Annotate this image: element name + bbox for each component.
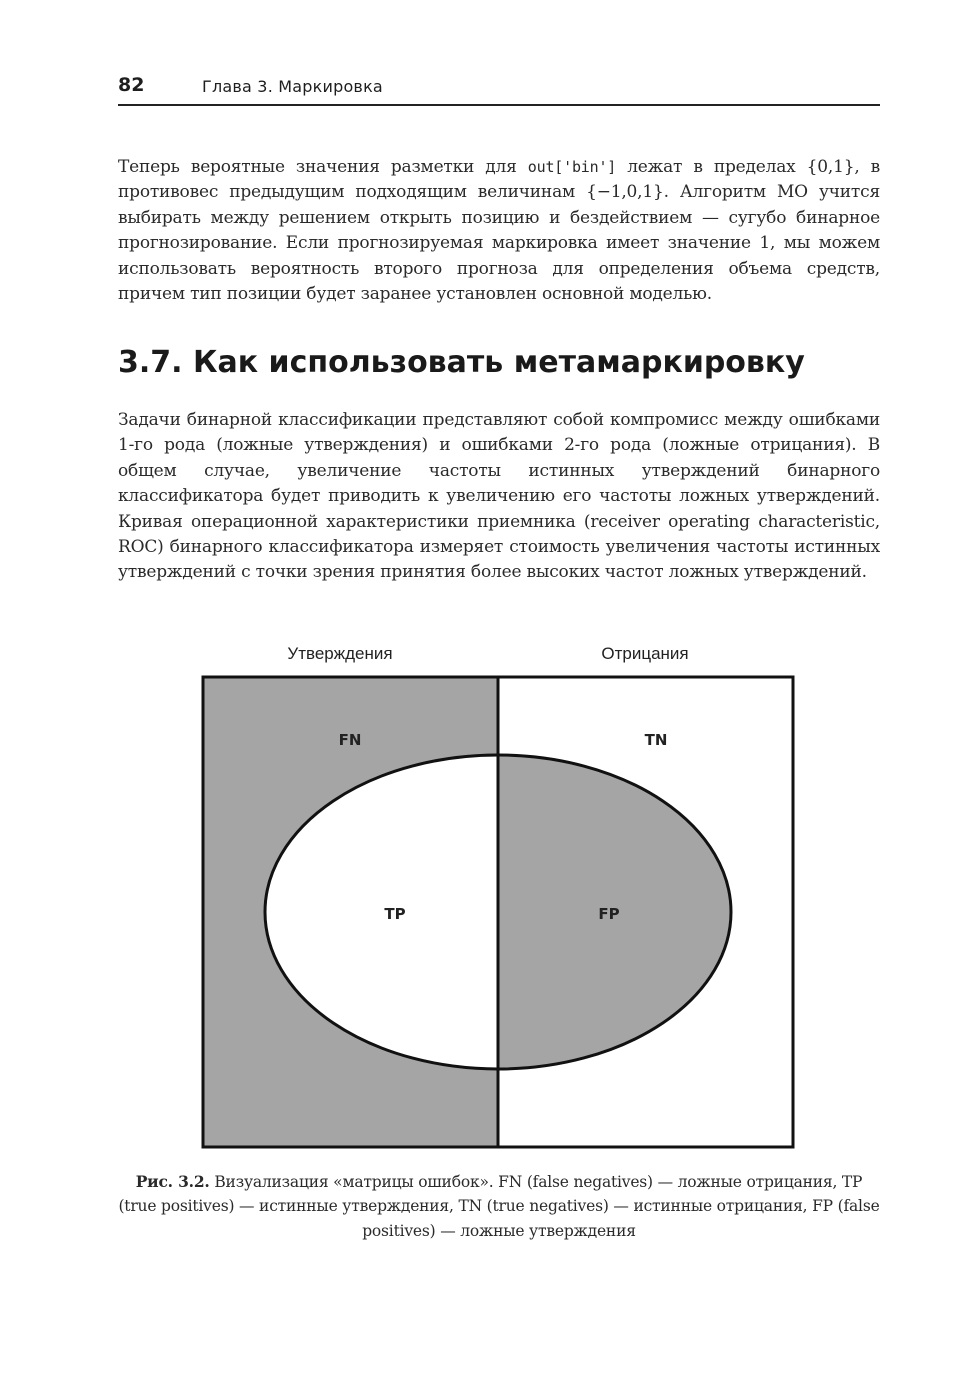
label-tp: TP — [384, 905, 406, 923]
para1-text-before: Теперь вероятные значения разметки для — [118, 157, 528, 177]
page-number: 82 — [118, 74, 145, 96]
caption-text: Визуализация «матрицы ошибок». FN (false negatives) — ложные отрицания, TP (true positives) — истинные утверждения, TN (true negatives) — истинные отрицания, FP (false positives) — ложные утверждения — [118, 1173, 880, 1240]
column-label-negatives: Отрицания — [601, 644, 689, 663]
paragraph-classification: Задачи бинарной классификации представляют собой компромисс между ошибками 1-го рода (ложные утверждения) и ошибками 2-го рода (ложные отрицания). В общем случае, увеличение частоты истинных утверждений бинарного классификатора будет приводить к увеличению его частоты ложных утверждений. Кривая операционной характеристики приемника (receiver operating characteristic, ROC) бинарного классификатора измеряет стоимость увеличения частоты истинных утверждений с точки зрения принятия более высоких частот ложных утверждений. — [118, 410, 880, 583]
confusion-matrix-figure — [190, 636, 810, 1166]
caption-label: Рис. 3.2. — [135, 1172, 210, 1191]
confusion-diagram — [190, 636, 810, 1166]
para1-text-after: лежат в пределах {0,1}, в противовес предыдущим подходящим величинам {−1,0,1}. Алгоритм МО учится выбирать между решением открыть позицию и бездействием — сугубо бинарное прогнозирование. Если прогнозируемая маркировка имеет значение 1, мы можем использовать вероятность второго прогноза для определения объема средств, причем тип позиции будет заранее установлен основной моделью. — [118, 157, 880, 305]
paragraph-intro — [118, 155, 880, 307]
chapter-title: Глава 3. Маркировка — [202, 77, 383, 96]
page-header — [118, 72, 880, 106]
figure-caption — [118, 1170, 880, 1243]
label-fn: FN — [338, 731, 362, 749]
column-label-positives: Утверждения — [287, 644, 393, 663]
label-fp: FP — [598, 905, 620, 923]
section-heading: 3.7. Как использовать метамаркировку — [118, 345, 805, 380]
code-out-bin: out['bin'] — [527, 158, 617, 176]
label-tn: TN — [644, 731, 668, 749]
